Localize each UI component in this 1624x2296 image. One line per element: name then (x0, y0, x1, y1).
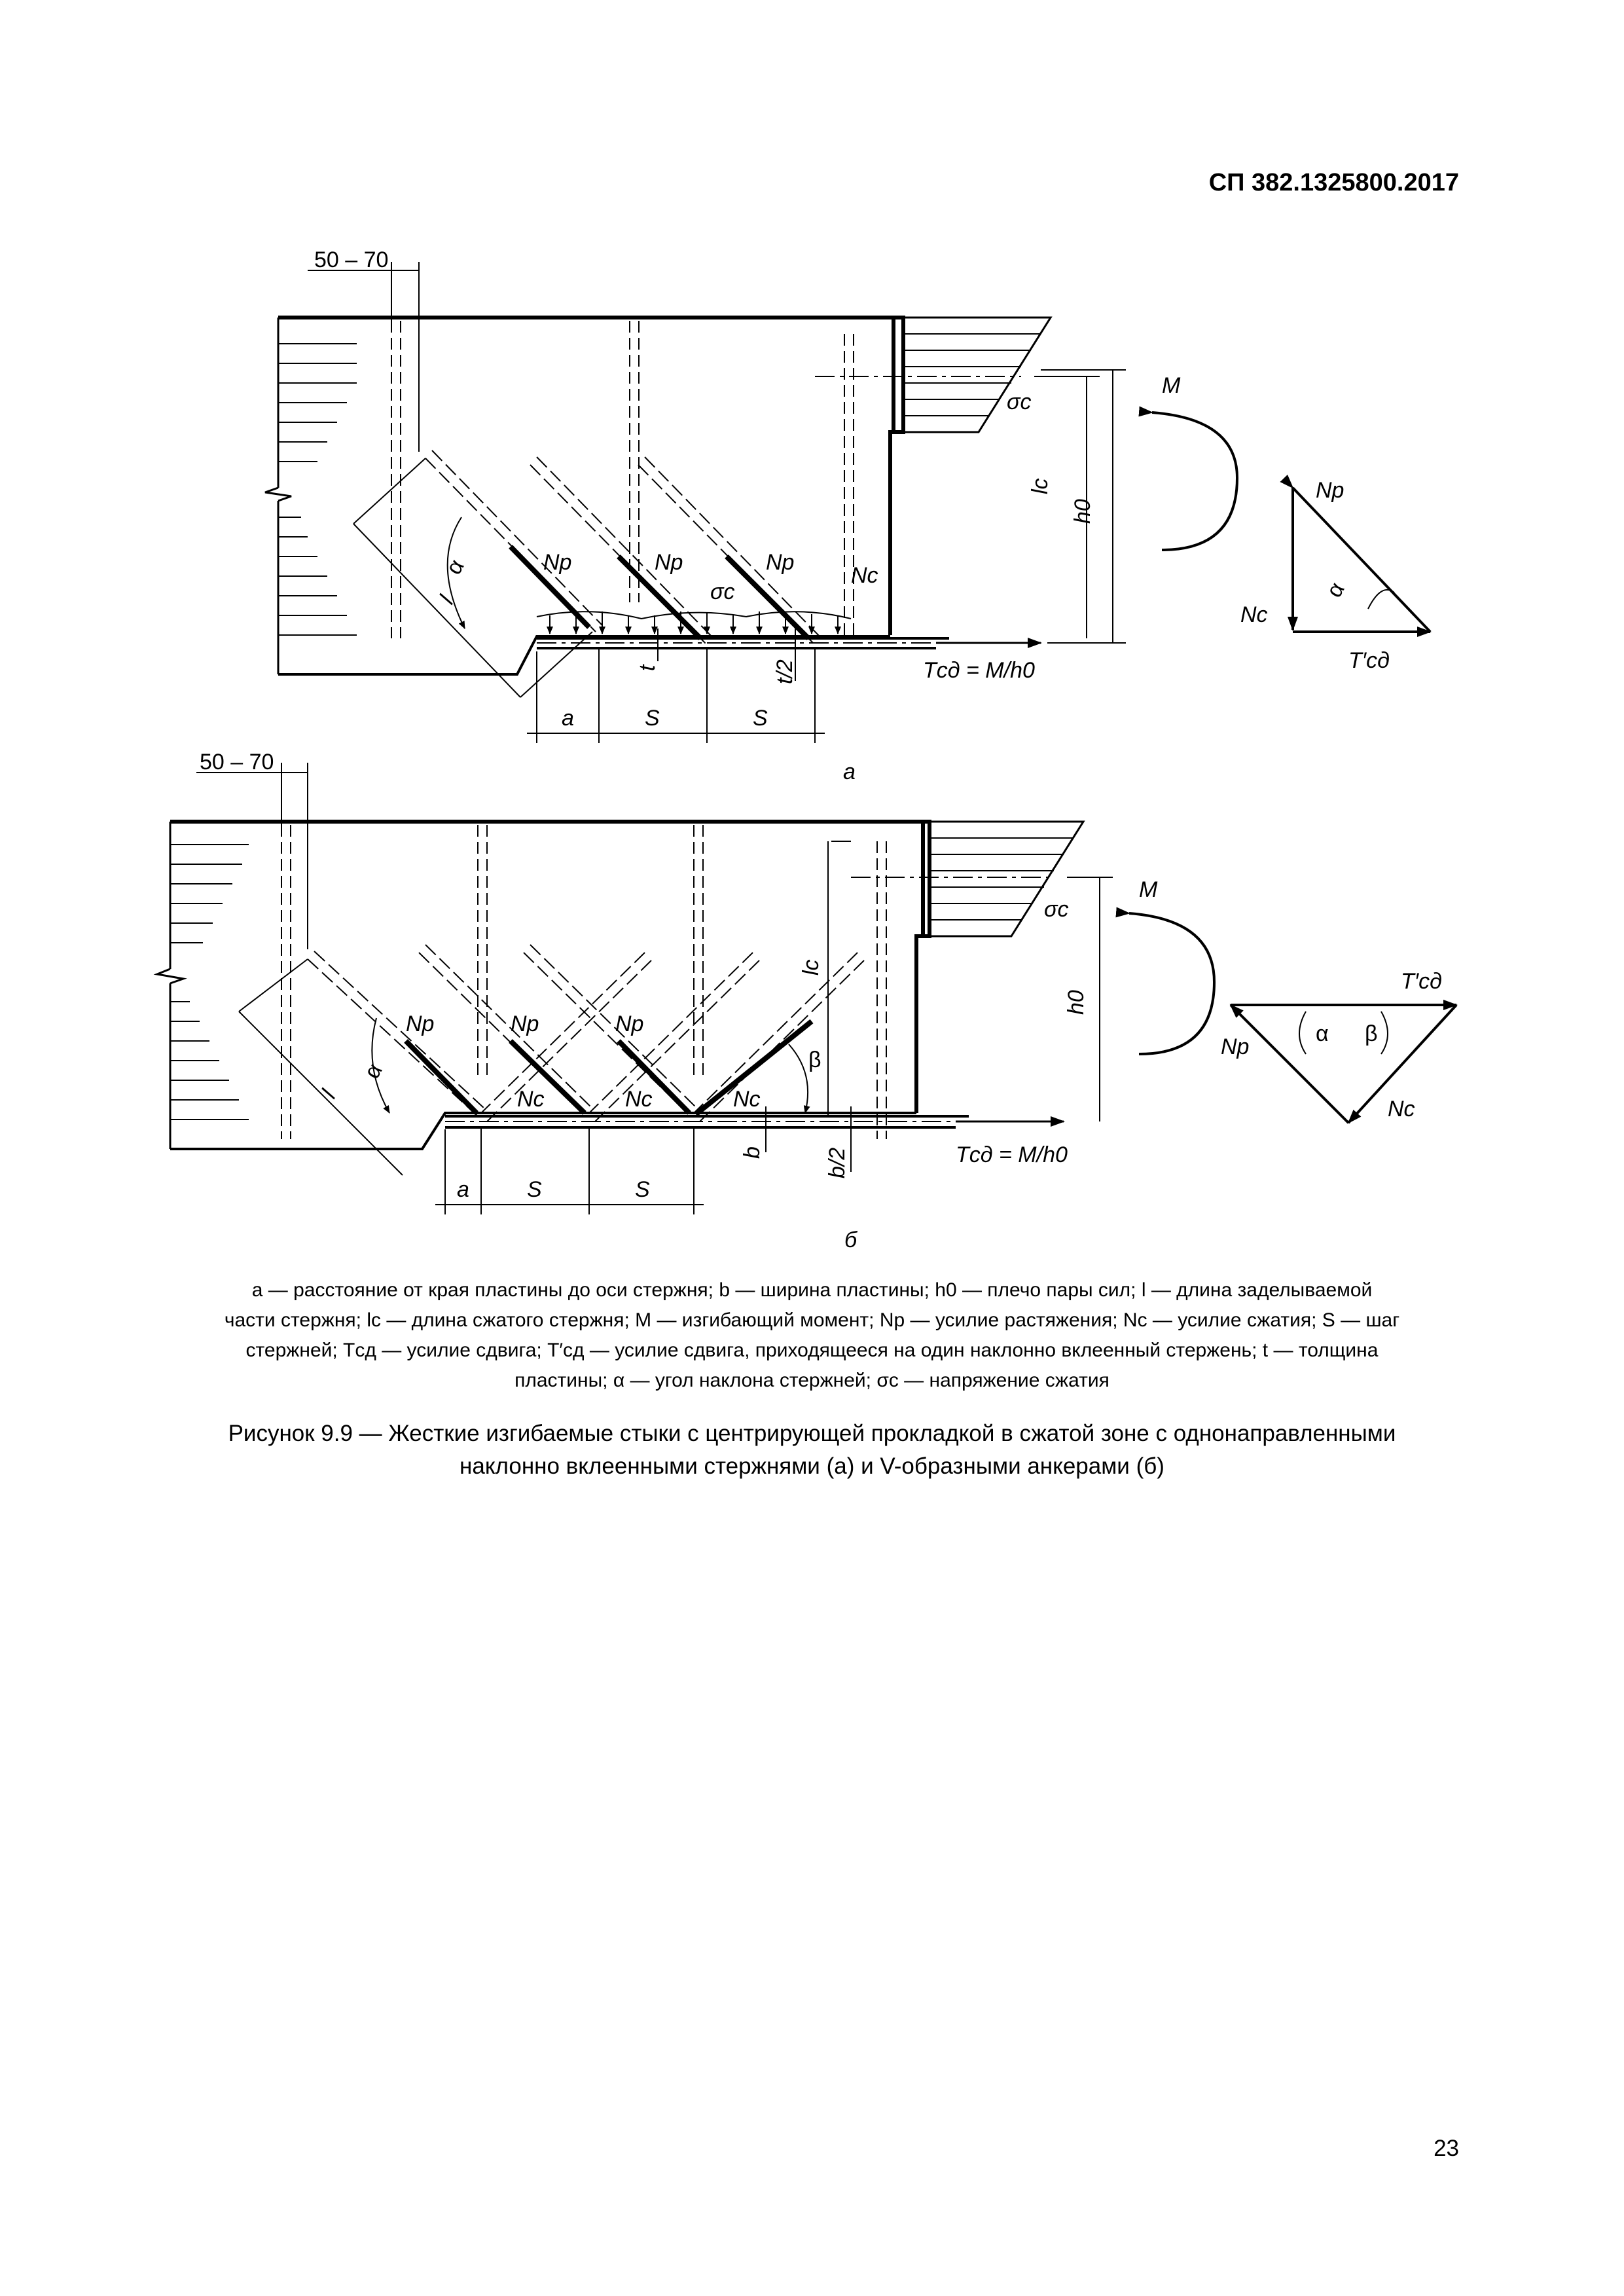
moment-a: M (1162, 373, 1181, 398)
legend-line-1: а — расстояние от края пластины до оси стержня; b — ширина пластины; h0 — плечо пары сил; l — длина заделываемой (251, 1279, 1373, 1301)
legend-line-3: стержней; Tсд — усилие сдвига; T′сд — усилие сдвига, приходящееся на один наклонно вклеенный стержень; t — толщина (245, 1339, 1379, 1361)
t-a: t (635, 665, 660, 671)
dim-s1-b: S (527, 1177, 542, 1202)
h0-a: h0 (1070, 499, 1095, 524)
tprime-a: T′сд (1348, 648, 1390, 673)
np-2-b: Np (511, 1011, 539, 1036)
figure-a (265, 262, 1430, 743)
dim-s2-b: S (635, 1177, 650, 1202)
dim-a-b: a (457, 1177, 469, 1202)
beta-triangle-b: β (1365, 1021, 1378, 1046)
tprime-b: T′сд (1401, 969, 1442, 994)
caption-line-2: наклонно вклеенными стержнями (а) и V-образными анкерами (б) (460, 1453, 1164, 1479)
legend-line-4: пластины; α — угол наклона стержней; σс — напряжение сжатия (514, 1370, 1110, 1391)
figure-b (157, 763, 1456, 1214)
figure-caption (169, 1417, 1455, 1483)
b-half-b: b/2 (825, 1147, 850, 1178)
dim-s2-a: S (753, 706, 768, 731)
np-1-a: Np (543, 550, 572, 575)
t-formula-a: Tсд = M/h0 (923, 658, 1035, 683)
panel-label-b: б (844, 1228, 857, 1252)
l-b: l (317, 1085, 341, 1102)
np-1-b: Np (406, 1011, 435, 1036)
lc-b: lс (799, 959, 823, 975)
np-3-b: Np (615, 1011, 644, 1036)
np-3-a: Np (766, 550, 795, 575)
t-half-a: t/2 (772, 659, 797, 684)
sigma-c-plate-a: σс (710, 579, 735, 604)
np-2-a: Np (655, 550, 683, 575)
sigma-c-b: σс (1044, 897, 1069, 922)
dim-50-70-a: 50 – 70 (314, 247, 389, 272)
dim-s1-a: S (645, 706, 660, 731)
np-triangle-b: Np (1221, 1034, 1250, 1059)
b-b: b (740, 1146, 765, 1159)
h0-b: h0 (1064, 990, 1089, 1015)
document-code: СП 382.1325800.2017 (1208, 169, 1459, 196)
nc-2-b: Nс (625, 1087, 653, 1112)
alpha-a: α (441, 555, 469, 579)
panel-label-a: а (843, 759, 856, 784)
alpha-b: α (359, 1059, 388, 1083)
lc-a: lс (1028, 478, 1053, 494)
dim-a-a: a (562, 706, 574, 731)
caption-line-1: Рисунок 9.9 — Жесткие изгибаемые стыки с центрирующей прокладкой в сжатой зоне с однонаправленными (228, 1421, 1396, 1446)
dim-50-70-b: 50 – 70 (200, 750, 274, 774)
page-number: 23 (1434, 2136, 1459, 2161)
figure-legend (169, 1275, 1455, 1396)
legend-line-2: части стержня; lс — длина сжатого стержня; M — изгибающий момент; Np — усилие растяжения; Nс — усилие сжатия; S — шаг (224, 1309, 1400, 1331)
np-triangle-a: Np (1316, 478, 1344, 503)
alpha-triangle-a: α (1322, 577, 1350, 602)
moment-b: M (1139, 877, 1158, 902)
sigma-c-a: σс (1007, 390, 1032, 414)
t-formula-b: Tсд = M/h0 (956, 1142, 1068, 1167)
nc-1-b: Nс (517, 1087, 545, 1112)
l-a: l (435, 591, 459, 608)
alpha-triangle-b: α (1316, 1021, 1329, 1046)
beta-b: β (808, 1048, 821, 1072)
nc-a: Nс (851, 563, 878, 588)
nc-triangle-a: Nс (1240, 602, 1268, 627)
nc-triangle-b: Nс (1388, 1097, 1415, 1121)
nc-3-b: Nс (733, 1087, 761, 1112)
